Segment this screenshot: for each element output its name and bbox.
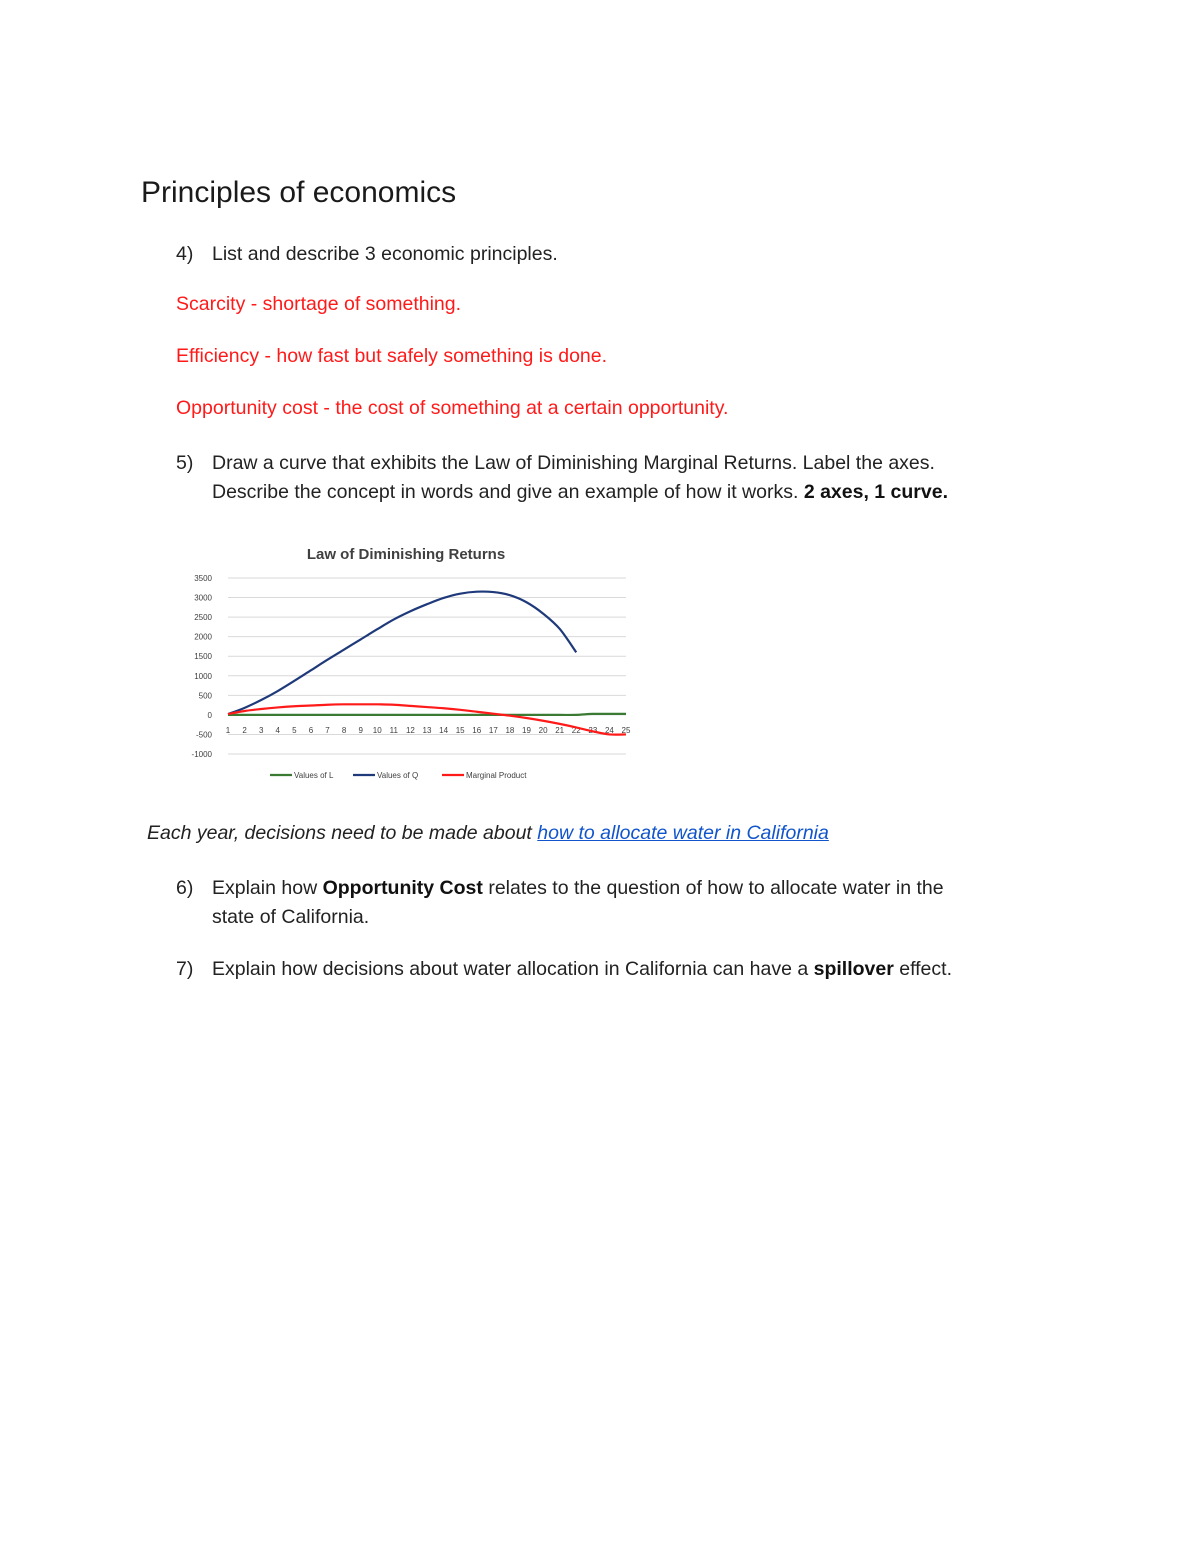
y-tick-label: -500 — [195, 730, 212, 740]
series-line-values-of-l — [228, 714, 626, 715]
page-title: Principles of economics — [141, 176, 457, 209]
y-tick-label: -1000 — [191, 750, 212, 759]
chart-title: Law of Diminishing Returns — [306, 546, 506, 563]
x-tick-label: 14 — [439, 725, 449, 735]
x-axis-ticks — [226, 726, 631, 735]
x-tick-label: 7 — [325, 725, 330, 735]
q6-pre: Explain how — [212, 877, 323, 899]
q7-bold-term: spillover — [813, 958, 894, 980]
y-tick-label: 3500 — [194, 574, 212, 583]
legend-label: Values of L — [294, 771, 334, 780]
x-tick-label: 12 — [405, 725, 415, 735]
q6-post: relates to the question of how to allocate water in the — [482, 877, 944, 899]
diminishing-returns-chart — [170, 536, 640, 786]
question-number: 5) — [176, 452, 194, 474]
x-tick-label: 6 — [308, 725, 314, 735]
x-tick-label: 25 — [621, 725, 631, 735]
answer-opportunity-cost: Opportunity cost - the cost of something at a certain opportunity. — [176, 397, 729, 419]
x-tick-label: 3 — [258, 725, 264, 735]
x-tick-label: 19 — [522, 725, 531, 735]
q7-pre: Explain how decisions about water allocation in California can have a — [212, 958, 814, 980]
x-tick-label: 20 — [538, 725, 548, 735]
x-tick-label: 13 — [422, 725, 432, 735]
x-tick-label: 16 — [472, 725, 482, 735]
answer-scarcity: Scarcity - shortage of something. — [176, 293, 462, 315]
x-tick-label: 9 — [358, 725, 363, 735]
x-tick-label: 22 — [571, 725, 581, 735]
answer-efficiency: Efficiency - how fast but safely something is done. — [176, 345, 608, 367]
x-tick-label: 1 — [225, 725, 231, 735]
question-number: 6) — [176, 877, 194, 899]
chart-legend — [270, 771, 527, 780]
y-tick-label: 0 — [207, 710, 212, 720]
x-tick-label: 5 — [292, 725, 297, 735]
chart-series — [225, 592, 626, 735]
x-tick-label: 17 — [488, 725, 498, 735]
question-text — [212, 955, 952, 983]
x-tick-label: 8 — [341, 725, 347, 735]
question-number: 7) — [176, 958, 194, 980]
y-tick-label: 1000 — [194, 671, 212, 681]
question-requirement: 2 axes, 1 curve. — [803, 481, 949, 503]
x-tick-label: 15 — [455, 725, 465, 735]
question-text-line2 — [212, 478, 948, 506]
x-tick-label: 24 — [604, 725, 614, 735]
legend-label: Marginal Product — [466, 771, 527, 780]
x-tick-label: 2 — [242, 725, 247, 735]
question-text-line1 — [212, 874, 944, 902]
x-tick-label: 11 — [389, 725, 398, 735]
question-text-line2: state of California. — [212, 906, 370, 928]
water-allocation-link[interactable]: how to allocate water in California — [537, 822, 829, 844]
y-tick-label: 2500 — [194, 613, 212, 623]
y-tick-label: 500 — [198, 691, 212, 701]
water-allocation-intro — [147, 822, 829, 845]
y-tick-label: 2000 — [194, 632, 212, 642]
y-tick-label: 1500 — [194, 652, 212, 662]
intro-text: Each year, decisions need to be made about — [147, 822, 538, 844]
question-number: 4) — [176, 243, 194, 265]
x-tick-label: 18 — [505, 725, 515, 735]
y-axis-ticks — [192, 574, 213, 759]
question-text: List and describe 3 economic principles. — [212, 243, 558, 265]
x-tick-label: 10 — [372, 725, 382, 735]
x-tick-label: 21 — [555, 725, 565, 735]
x-tick-label: 23 — [588, 725, 598, 735]
q6-bold-term: Opportunity Cost — [322, 877, 483, 899]
legend-label: Values of Q — [377, 771, 419, 780]
x-tick-label: 4 — [275, 725, 280, 735]
question-text-line2-plain: Describe the concept in words and give an example of how it works. — [212, 481, 799, 503]
q7-post: effect. — [893, 958, 952, 980]
y-tick-label: 3000 — [194, 593, 212, 603]
question-text-line1: Draw a curve that exhibits the Law of Diminishing Marginal Returns. Label the axes. — [212, 452, 935, 474]
